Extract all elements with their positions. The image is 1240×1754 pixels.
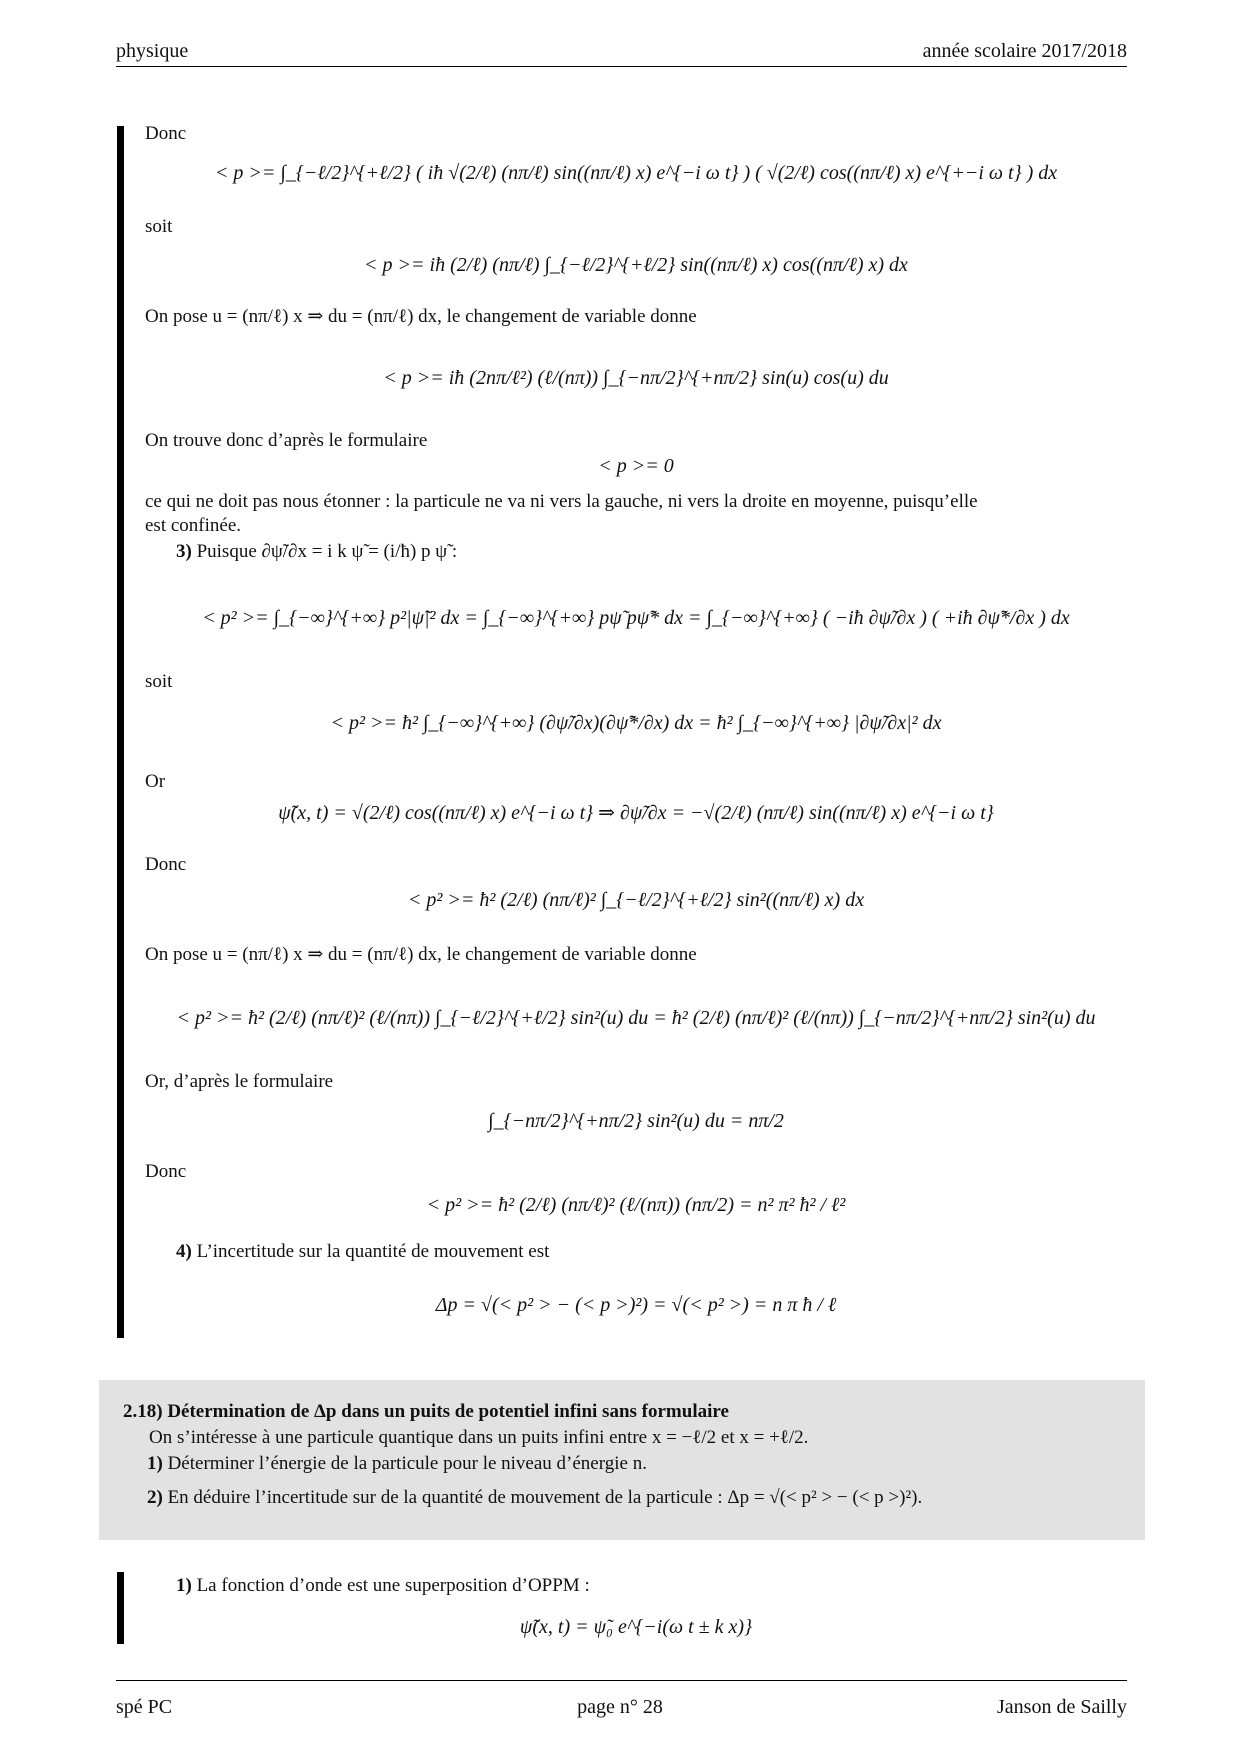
exercise-box — [99, 1380, 1145, 1540]
body-text: Donc — [145, 1161, 187, 1182]
body-text: Donc — [145, 123, 187, 144]
item-number: 4) — [176, 1241, 192, 1262]
equation: < p² >= ħ² (2/ℓ) (nπ/ℓ)² (ℓ/(nπ)) (nπ/2) = n² π² ħ² / ℓ² — [426, 1194, 846, 1216]
item-text: La fonction d’onde est une superposition d’OPPM : — [196, 1575, 590, 1596]
body-text: ce qui ne doit pas nous étonner : la particule ne va ni vers la gauche, ni vers la droite en moyenne, puisqu’elle — [145, 491, 978, 512]
equation: ∫_{−nπ/2}^{+nπ/2} sin²(u) du = nπ/2 — [488, 1110, 784, 1132]
question-text: Déterminer l’énergie de la particule pour le niveau d’énergie n. — [167, 1453, 647, 1474]
header-rule — [116, 66, 1127, 67]
body-text: Or — [145, 771, 166, 792]
equation: < p² >= ħ² (2/ℓ) (nπ/ℓ)² (ℓ/(nπ)) ∫_{−ℓ/2}^{+ℓ/2} sin²(u) du = ħ² (2/ℓ) (nπ/ℓ)² (ℓ/(nπ)) ∫_{−nπ/2}^{+nπ/2} sin²(u) du — [176, 1007, 1096, 1029]
item-text: L’incertitude sur la quantité de mouvement est — [196, 1241, 550, 1262]
footer-rule — [116, 1680, 1127, 1681]
footer-class: spé PC — [116, 1696, 173, 1718]
item-number: 1) — [176, 1575, 192, 1596]
equation: < p² >= ħ² (2/ℓ) (nπ/ℓ)² ∫_{−ℓ/2}^{+ℓ/2} sin²((nπ/ℓ) x) dx — [407, 889, 865, 911]
item-number: 3) — [176, 541, 192, 562]
equation: Δp = √(< p² > − (< p >)²) = √(< p² >) = n π ħ / ℓ — [435, 1294, 837, 1316]
solution-margin-bar — [117, 126, 124, 1338]
body-text: soit — [145, 671, 173, 692]
exercise-question-1 — [147, 1452, 647, 1476]
question-item — [176, 1240, 549, 1264]
body-text: On pose u = (nπ/ℓ) x ⇒ du = (nπ/ℓ) dx, le changement de variable donne — [145, 944, 697, 965]
body-text: Or, d’après le formulaire — [145, 1071, 334, 1092]
question-item — [176, 540, 457, 564]
equation: < p >= iħ (2nπ/ℓ²) (ℓ/(nπ)) ∫_{−nπ/2}^{+nπ/2} sin(u) cos(u) du — [383, 367, 889, 389]
equation: < p² >= ∫_{−∞}^{+∞} p²|ψ̃|² dx = ∫_{−∞}^{+∞} pψ̃ pψ̃* dx = ∫_{−∞}^{+∞} ( −iħ ∂ψ̃/∂x ) ( +iħ ∂ψ̃*/∂x ) dx — [202, 607, 1070, 629]
equation: < p >= 0 — [598, 455, 674, 477]
question-number: 1) — [147, 1453, 163, 1474]
page-number: page n° 28 — [577, 1696, 663, 1718]
header-subject: physique — [116, 40, 189, 62]
equation: < p >= ∫_{−ℓ/2}^{+ℓ/2} ( iħ √(2/ℓ) (nπ/ℓ) sin((nπ/ℓ) x) e^{−i ω t} ) ( √(2/ℓ) cos((nπ/ℓ) x) e^{+−i ω t} ) dx — [214, 162, 1058, 184]
question-item — [176, 1574, 590, 1598]
equation: ψ̃(x, t) = √(2/ℓ) cos((nπ/ℓ) x) e^{−i ω t} ⇒ ∂ψ̃/∂x = −√(2/ℓ) (nπ/ℓ) sin((nπ/ℓ) x) e^{−i ω t} — [278, 802, 994, 824]
exercise-intro: On s’intéresse à une particule quantique dans un puits infini entre x = −ℓ/2 et x = +ℓ/2. — [149, 1427, 809, 1448]
body-text: soit — [145, 216, 173, 237]
body-text: Donc — [145, 854, 187, 875]
equation: < p² >= ħ² ∫_{−∞}^{+∞} (∂ψ̃/∂x)(∂ψ̃*/∂x) dx = ħ² ∫_{−∞}^{+∞} |∂ψ̃/∂x|² dx — [330, 712, 942, 734]
equation: < p >= iħ (2/ℓ) (nπ/ℓ) ∫_{−ℓ/2}^{+ℓ/2} sin((nπ/ℓ) x) cos((nπ/ℓ) x) dx — [364, 254, 908, 276]
body-text: est confinée. — [145, 515, 242, 536]
footer-school: Janson de Sailly — [997, 1696, 1127, 1718]
solution-margin-bar — [117, 1572, 124, 1644]
exercise-question-2 — [147, 1486, 922, 1510]
question-text: En déduire l’incertitude sur de la quantité de mouvement de la particule : Δp = √(< p² > − (< p >)²). — [167, 1487, 923, 1508]
body-text: On pose u = (nπ/ℓ) x ⇒ du = (nπ/ℓ) dx, le changement de variable donne — [145, 306, 697, 327]
exercise-title: 2.18) Détermination de Δp dans un puits de potentiel infini sans formulaire — [123, 1401, 729, 1422]
body-text: On trouve donc d’après le formulaire — [145, 430, 428, 451]
item-text: Puisque ∂ψ̃/∂x = i k ψ̃ = (i/ħ) p ψ̃ : — [196, 541, 458, 562]
header-school-year: année scolaire 2017/2018 — [922, 40, 1127, 62]
question-number: 2) — [147, 1487, 163, 1508]
equation: ψ̃(x, t) = ψ̃₀ e^{−i(ω t ± k x)} — [519, 1616, 753, 1638]
